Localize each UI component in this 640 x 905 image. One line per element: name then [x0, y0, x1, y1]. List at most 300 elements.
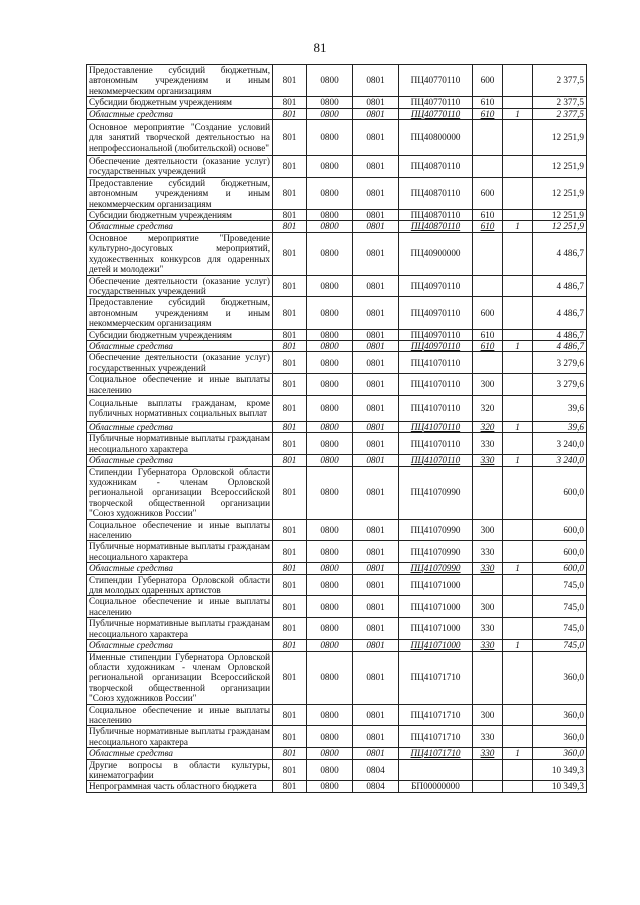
row-grbs-code: 801 — [273, 455, 307, 466]
row-expense-type-code: 610 — [473, 210, 503, 221]
row-subsection-code: 0801 — [353, 421, 399, 432]
row-name: Публичные нормативные выплаты гражданам несоциального характера — [87, 618, 273, 640]
row-funding-flag: 1 — [503, 221, 533, 232]
row-amount: 39,6 — [533, 395, 587, 421]
row-target-article-code — [399, 759, 473, 781]
row-name: Предоставление субсидий бюджетным, автономным учреждениям и иным некоммерческим организациям — [87, 65, 273, 97]
table-row-regional-funds — [87, 221, 587, 232]
row-target-article-code: ПЦ41071000 — [399, 596, 473, 618]
row-amount: 4 486,7 — [533, 329, 587, 340]
row-expense-type-code: 610 — [473, 221, 503, 232]
row-funding-flag — [503, 433, 533, 455]
row-subsection-code: 0801 — [353, 748, 399, 759]
row-expense-type-code: 320 — [473, 421, 503, 432]
row-name: Социальное обеспечение и иные выплаты населению — [87, 519, 273, 541]
page-number: 81 — [313, 40, 327, 55]
row-grbs-code: 801 — [273, 340, 307, 351]
table-row-regional-funds — [87, 340, 587, 351]
row-funding-flag — [503, 275, 533, 297]
row-amount: 3 240,0 — [533, 455, 587, 466]
row-funding-flag — [503, 65, 533, 97]
row-expense-type-code: 330 — [473, 640, 503, 651]
table-row — [87, 210, 587, 221]
table-row-regional-funds — [87, 563, 587, 574]
row-grbs-code: 801 — [273, 759, 307, 781]
row-funding-flag — [503, 374, 533, 396]
row-expense-type-code — [473, 275, 503, 297]
row-subsection-code: 0801 — [353, 120, 399, 156]
row-subsection-code: 0804 — [353, 759, 399, 781]
row-grbs-code: 801 — [273, 352, 307, 374]
row-amount: 360,0 — [533, 726, 587, 748]
row-expense-type-code: 330 — [473, 433, 503, 455]
row-target-article-code: ПЦ41070990 — [399, 519, 473, 541]
row-subsection-code: 0801 — [353, 221, 399, 232]
table-row — [87, 297, 587, 329]
table-row-regional-funds — [87, 640, 587, 651]
row-grbs-code: 801 — [273, 596, 307, 618]
row-funding-flag — [503, 120, 533, 156]
row-section-code: 0800 — [307, 563, 353, 574]
row-subsection-code: 0801 — [353, 352, 399, 374]
row-funding-flag: 1 — [503, 563, 533, 574]
row-section-code: 0800 — [307, 177, 353, 209]
row-funding-flag — [503, 759, 533, 781]
row-expense-type-code: 330 — [473, 726, 503, 748]
row-section-code: 0800 — [307, 395, 353, 421]
row-expense-type-code: 330 — [473, 563, 503, 574]
row-amount: 4 486,7 — [533, 340, 587, 351]
row-section-code: 0800 — [307, 275, 353, 297]
row-name: Субсидии бюджетным учреждениям — [87, 210, 273, 221]
table-row — [87, 726, 587, 748]
table-row — [87, 618, 587, 640]
row-expense-type-code — [473, 156, 503, 178]
row-expense-type-code: 330 — [473, 455, 503, 466]
row-amount: 2 377,5 — [533, 108, 587, 119]
row-amount: 745,0 — [533, 596, 587, 618]
row-name: Основное мероприятие "Проведение культурно-досуговых мероприятий, художественных конкурсов для одаренных детей и молодежи" — [87, 232, 273, 275]
row-funding-flag: 1 — [503, 421, 533, 432]
row-funding-flag — [503, 466, 533, 519]
table-row — [87, 177, 587, 209]
table-row — [87, 466, 587, 519]
row-name: Социальные выплаты гражданам, кроме публичных нормативных социальных выплат — [87, 395, 273, 421]
row-expense-type-code: 600 — [473, 177, 503, 209]
row-target-article-code: ПЦ41070110 — [399, 374, 473, 396]
row-name: Основное мероприятие "Создание условий для занятий творческой деятельностью на непрофессиональной (любительской) основе" — [87, 120, 273, 156]
row-expense-type-code: 330 — [473, 618, 503, 640]
row-section-code: 0800 — [307, 340, 353, 351]
row-target-article-code: ПЦ40970110 — [399, 297, 473, 329]
row-grbs-code: 801 — [273, 329, 307, 340]
row-expense-type-code — [473, 759, 503, 781]
row-section-code: 0800 — [307, 748, 353, 759]
row-section-code: 0800 — [307, 455, 353, 466]
row-amount: 600,0 — [533, 563, 587, 574]
row-target-article-code: ПЦ41071710 — [399, 704, 473, 726]
row-expense-type-code: 600 — [473, 297, 503, 329]
table-row — [87, 97, 587, 108]
row-name: Социальное обеспечение и иные выплаты населению — [87, 596, 273, 618]
row-grbs-code: 801 — [273, 221, 307, 232]
row-name: Областные средства — [87, 563, 273, 574]
row-expense-type-code: 610 — [473, 340, 503, 351]
row-section-code: 0800 — [307, 726, 353, 748]
row-target-article-code: ПЦ40870110 — [399, 221, 473, 232]
row-section-code: 0800 — [307, 421, 353, 432]
row-subsection-code: 0801 — [353, 519, 399, 541]
row-subsection-code: 0801 — [353, 596, 399, 618]
row-name: Субсидии бюджетным учреждениям — [87, 329, 273, 340]
row-target-article-code: ПЦ40970110 — [399, 340, 473, 351]
row-target-article-code: ПЦ40770110 — [399, 108, 473, 119]
row-section-code: 0800 — [307, 65, 353, 97]
row-grbs-code: 801 — [273, 297, 307, 329]
row-grbs-code: 801 — [273, 466, 307, 519]
row-target-article-code: ПЦ41071000 — [399, 574, 473, 596]
table-row — [87, 541, 587, 563]
row-name: Публичные нормативные выплаты гражданам несоциального характера — [87, 726, 273, 748]
table-row — [87, 374, 587, 396]
row-name: Стипендии Губернатора Орловской области художникам - членам Орловской региональной организации Всероссийской творческой общественной организации "Союз художников России" — [87, 466, 273, 519]
row-section-code: 0800 — [307, 221, 353, 232]
row-grbs-code: 801 — [273, 651, 307, 704]
row-section-code: 0800 — [307, 108, 353, 119]
row-subsection-code: 0801 — [353, 640, 399, 651]
row-funding-flag: 1 — [503, 340, 533, 351]
row-funding-flag — [503, 97, 533, 108]
row-funding-flag — [503, 781, 533, 792]
row-name: Социальное обеспечение и иные выплаты населению — [87, 374, 273, 396]
row-subsection-code: 0801 — [353, 374, 399, 396]
row-grbs-code: 801 — [273, 541, 307, 563]
row-subsection-code: 0801 — [353, 210, 399, 221]
row-name: Областные средства — [87, 108, 273, 119]
budget-table-body — [87, 65, 587, 793]
row-target-article-code: ПЦ40870110 — [399, 156, 473, 178]
row-section-code: 0800 — [307, 329, 353, 340]
row-grbs-code: 801 — [273, 640, 307, 651]
table-row — [87, 519, 587, 541]
row-funding-flag — [503, 726, 533, 748]
table-row — [87, 759, 587, 781]
row-section-code: 0800 — [307, 352, 353, 374]
row-amount: 745,0 — [533, 640, 587, 651]
row-amount: 12 251,9 — [533, 156, 587, 178]
row-target-article-code: БП00000000 — [399, 781, 473, 792]
row-subsection-code: 0801 — [353, 726, 399, 748]
row-funding-flag — [503, 651, 533, 704]
table-row — [87, 596, 587, 618]
row-amount: 745,0 — [533, 618, 587, 640]
row-expense-type-code — [473, 651, 503, 704]
row-amount: 12 251,9 — [533, 221, 587, 232]
row-funding-flag — [503, 519, 533, 541]
row-expense-type-code: 320 — [473, 395, 503, 421]
row-grbs-code: 801 — [273, 574, 307, 596]
row-grbs-code: 801 — [273, 748, 307, 759]
row-subsection-code: 0801 — [353, 466, 399, 519]
row-section-code: 0800 — [307, 297, 353, 329]
row-subsection-code: 0801 — [353, 297, 399, 329]
row-subsection-code: 0801 — [353, 618, 399, 640]
row-target-article-code: ПЦ41071710 — [399, 748, 473, 759]
row-amount: 4 486,7 — [533, 232, 587, 275]
row-grbs-code: 801 — [273, 704, 307, 726]
row-target-article-code: ПЦ41070110 — [399, 455, 473, 466]
row-funding-flag — [503, 704, 533, 726]
table-row — [87, 120, 587, 156]
row-name: Другие вопросы в области культуры, кинематографии — [87, 759, 273, 781]
row-funding-flag — [503, 352, 533, 374]
table-row — [87, 395, 587, 421]
row-amount: 745,0 — [533, 574, 587, 596]
table-row-regional-funds — [87, 748, 587, 759]
row-expense-type-code: 300 — [473, 374, 503, 396]
row-amount: 3 279,6 — [533, 352, 587, 374]
table-row — [87, 651, 587, 704]
row-section-code: 0800 — [307, 156, 353, 178]
row-funding-flag: 1 — [503, 640, 533, 651]
row-funding-flag — [503, 618, 533, 640]
row-section-code: 0800 — [307, 651, 353, 704]
row-name: Именные стипендии Губернатора Орловской области художникам - членам Орловской региональной организации Всероссийской творческой общественной организации "Союз художников России" — [87, 651, 273, 704]
row-grbs-code: 801 — [273, 726, 307, 748]
row-grbs-code: 801 — [273, 177, 307, 209]
row-expense-type-code: 600 — [473, 65, 503, 97]
row-name: Предоставление субсидий бюджетным, автономным учреждениям и иным некоммерческим организациям — [87, 177, 273, 209]
row-name: Областные средства — [87, 640, 273, 651]
row-subsection-code: 0801 — [353, 340, 399, 351]
row-target-article-code: ПЦ40970110 — [399, 329, 473, 340]
row-funding-flag — [503, 596, 533, 618]
row-funding-flag — [503, 232, 533, 275]
budget-table — [86, 64, 587, 793]
row-expense-type-code: 330 — [473, 541, 503, 563]
row-name: Областные средства — [87, 455, 273, 466]
row-name: Обеспечение деятельности (оказание услуг) государственных учреждений — [87, 275, 273, 297]
row-target-article-code: ПЦ41070110 — [399, 433, 473, 455]
row-funding-flag — [503, 156, 533, 178]
table-row — [87, 352, 587, 374]
table-row-regional-funds — [87, 108, 587, 119]
row-funding-flag: 1 — [503, 455, 533, 466]
row-funding-flag — [503, 210, 533, 221]
row-expense-type-code — [473, 120, 503, 156]
row-expense-type-code: 610 — [473, 108, 503, 119]
row-amount: 360,0 — [533, 748, 587, 759]
table-row — [87, 704, 587, 726]
row-amount: 360,0 — [533, 704, 587, 726]
row-grbs-code: 801 — [273, 108, 307, 119]
row-amount: 3 240,0 — [533, 433, 587, 455]
row-expense-type-code: 300 — [473, 596, 503, 618]
row-section-code: 0800 — [307, 618, 353, 640]
row-grbs-code: 801 — [273, 433, 307, 455]
row-name: Публичные нормативные выплаты гражданам несоциального характера — [87, 541, 273, 563]
row-name: Непрограммная часть областного бюджета — [87, 781, 273, 792]
row-name: Предоставление субсидий бюджетным, автономным учреждениям и иным некоммерческим организациям — [87, 297, 273, 329]
row-name: Областные средства — [87, 421, 273, 432]
row-target-article-code: ПЦ41071000 — [399, 618, 473, 640]
row-amount: 600,0 — [533, 519, 587, 541]
row-grbs-code: 801 — [273, 781, 307, 792]
row-funding-flag — [503, 541, 533, 563]
row-amount: 10 349,3 — [533, 759, 587, 781]
row-section-code: 0800 — [307, 466, 353, 519]
row-name: Обеспечение деятельности (оказание услуг) государственных учреждений — [87, 156, 273, 178]
row-subsection-code: 0801 — [353, 563, 399, 574]
row-expense-type-code: 300 — [473, 519, 503, 541]
row-amount: 12 251,9 — [533, 210, 587, 221]
table-row — [87, 65, 587, 97]
row-name: Обеспечение деятельности (оказание услуг) государственных учреждений — [87, 352, 273, 374]
row-name: Областные средства — [87, 221, 273, 232]
row-amount: 4 486,7 — [533, 297, 587, 329]
row-grbs-code: 801 — [273, 65, 307, 97]
row-grbs-code: 801 — [273, 156, 307, 178]
row-subsection-code: 0801 — [353, 97, 399, 108]
row-section-code: 0800 — [307, 781, 353, 792]
row-subsection-code: 0801 — [353, 455, 399, 466]
row-grbs-code: 801 — [273, 120, 307, 156]
row-section-code: 0800 — [307, 640, 353, 651]
row-expense-type-code: 610 — [473, 97, 503, 108]
row-section-code: 0800 — [307, 541, 353, 563]
table-row — [87, 232, 587, 275]
row-subsection-code: 0801 — [353, 108, 399, 119]
row-subsection-code: 0801 — [353, 574, 399, 596]
row-subsection-code: 0801 — [353, 232, 399, 275]
row-grbs-code: 801 — [273, 210, 307, 221]
row-amount: 600,0 — [533, 466, 587, 519]
row-target-article-code: ПЦ41070990 — [399, 541, 473, 563]
row-section-code: 0800 — [307, 704, 353, 726]
row-grbs-code: 801 — [273, 374, 307, 396]
row-name: Стипендии Губернатора Орловской области для молодых одаренных артистов — [87, 574, 273, 596]
row-subsection-code: 0804 — [353, 781, 399, 792]
row-subsection-code: 0801 — [353, 541, 399, 563]
row-section-code: 0800 — [307, 120, 353, 156]
row-amount: 4 486,7 — [533, 275, 587, 297]
row-target-article-code: ПЦ41071000 — [399, 640, 473, 651]
row-target-article-code: ПЦ40770110 — [399, 65, 473, 97]
row-grbs-code: 801 — [273, 275, 307, 297]
row-name: Публичные нормативные выплаты гражданам несоциального характера — [87, 433, 273, 455]
row-funding-flag — [503, 329, 533, 340]
row-funding-flag — [503, 177, 533, 209]
row-subsection-code: 0801 — [353, 275, 399, 297]
table-row — [87, 275, 587, 297]
row-name: Областные средства — [87, 748, 273, 759]
row-target-article-code: ПЦ40870110 — [399, 177, 473, 209]
row-amount: 2 377,5 — [533, 65, 587, 97]
row-target-article-code: ПЦ41070990 — [399, 466, 473, 519]
row-target-article-code: ПЦ41071710 — [399, 651, 473, 704]
row-funding-flag — [503, 574, 533, 596]
row-amount: 12 251,9 — [533, 120, 587, 156]
row-section-code: 0800 — [307, 759, 353, 781]
row-amount: 12 251,9 — [533, 177, 587, 209]
row-subsection-code: 0801 — [353, 433, 399, 455]
table-row — [87, 433, 587, 455]
row-funding-flag: 1 — [503, 108, 533, 119]
row-section-code: 0800 — [307, 574, 353, 596]
row-grbs-code: 801 — [273, 421, 307, 432]
row-name: Областные средства — [87, 340, 273, 351]
row-subsection-code: 0801 — [353, 329, 399, 340]
row-section-code: 0800 — [307, 596, 353, 618]
row-funding-flag: 1 — [503, 748, 533, 759]
row-section-code: 0800 — [307, 232, 353, 275]
row-target-article-code: ПЦ41070990 — [399, 563, 473, 574]
row-grbs-code: 801 — [273, 563, 307, 574]
table-row — [87, 156, 587, 178]
row-expense-type-code: 610 — [473, 329, 503, 340]
row-target-article-code: ПЦ41070110 — [399, 395, 473, 421]
row-section-code: 0800 — [307, 374, 353, 396]
row-expense-type-code — [473, 781, 503, 792]
row-expense-type-code — [473, 574, 503, 596]
row-target-article-code: ПЦ40800000 — [399, 120, 473, 156]
row-amount: 600,0 — [533, 541, 587, 563]
row-target-article-code: ПЦ40770110 — [399, 97, 473, 108]
row-target-article-code: ПЦ40870110 — [399, 210, 473, 221]
table-row — [87, 574, 587, 596]
row-amount: 2 377,5 — [533, 97, 587, 108]
row-amount: 3 279,6 — [533, 374, 587, 396]
row-section-code: 0800 — [307, 519, 353, 541]
row-subsection-code: 0801 — [353, 395, 399, 421]
row-expense-type-code — [473, 466, 503, 519]
row-funding-flag — [503, 297, 533, 329]
row-target-article-code: ПЦ41070110 — [399, 421, 473, 432]
row-section-code: 0800 — [307, 97, 353, 108]
row-target-article-code: ПЦ41071710 — [399, 726, 473, 748]
row-amount: 39,6 — [533, 421, 587, 432]
row-grbs-code: 801 — [273, 395, 307, 421]
table-row-regional-funds — [87, 455, 587, 466]
row-expense-type-code: 330 — [473, 748, 503, 759]
row-target-article-code: ПЦ40900000 — [399, 232, 473, 275]
row-name: Субсидии бюджетным учреждениям — [87, 97, 273, 108]
table-row — [87, 329, 587, 340]
row-target-article-code: ПЦ41070110 — [399, 352, 473, 374]
row-funding-flag — [503, 395, 533, 421]
row-grbs-code: 801 — [273, 618, 307, 640]
row-grbs-code: 801 — [273, 97, 307, 108]
row-subsection-code: 0801 — [353, 704, 399, 726]
row-subsection-code: 0801 — [353, 65, 399, 97]
row-section-code: 0800 — [307, 433, 353, 455]
row-expense-type-code — [473, 232, 503, 275]
row-target-article-code: ПЦ40970110 — [399, 275, 473, 297]
row-amount: 360,0 — [533, 651, 587, 704]
row-section-code: 0800 — [307, 210, 353, 221]
table-row-regional-funds — [87, 421, 587, 432]
row-expense-type-code — [473, 352, 503, 374]
table-row — [87, 781, 587, 792]
row-subsection-code: 0801 — [353, 177, 399, 209]
row-grbs-code: 801 — [273, 232, 307, 275]
row-subsection-code: 0801 — [353, 156, 399, 178]
row-expense-type-code: 300 — [473, 704, 503, 726]
row-grbs-code: 801 — [273, 519, 307, 541]
row-amount: 10 349,3 — [533, 781, 587, 792]
row-name: Социальное обеспечение и иные выплаты населению — [87, 704, 273, 726]
row-subsection-code: 0801 — [353, 651, 399, 704]
